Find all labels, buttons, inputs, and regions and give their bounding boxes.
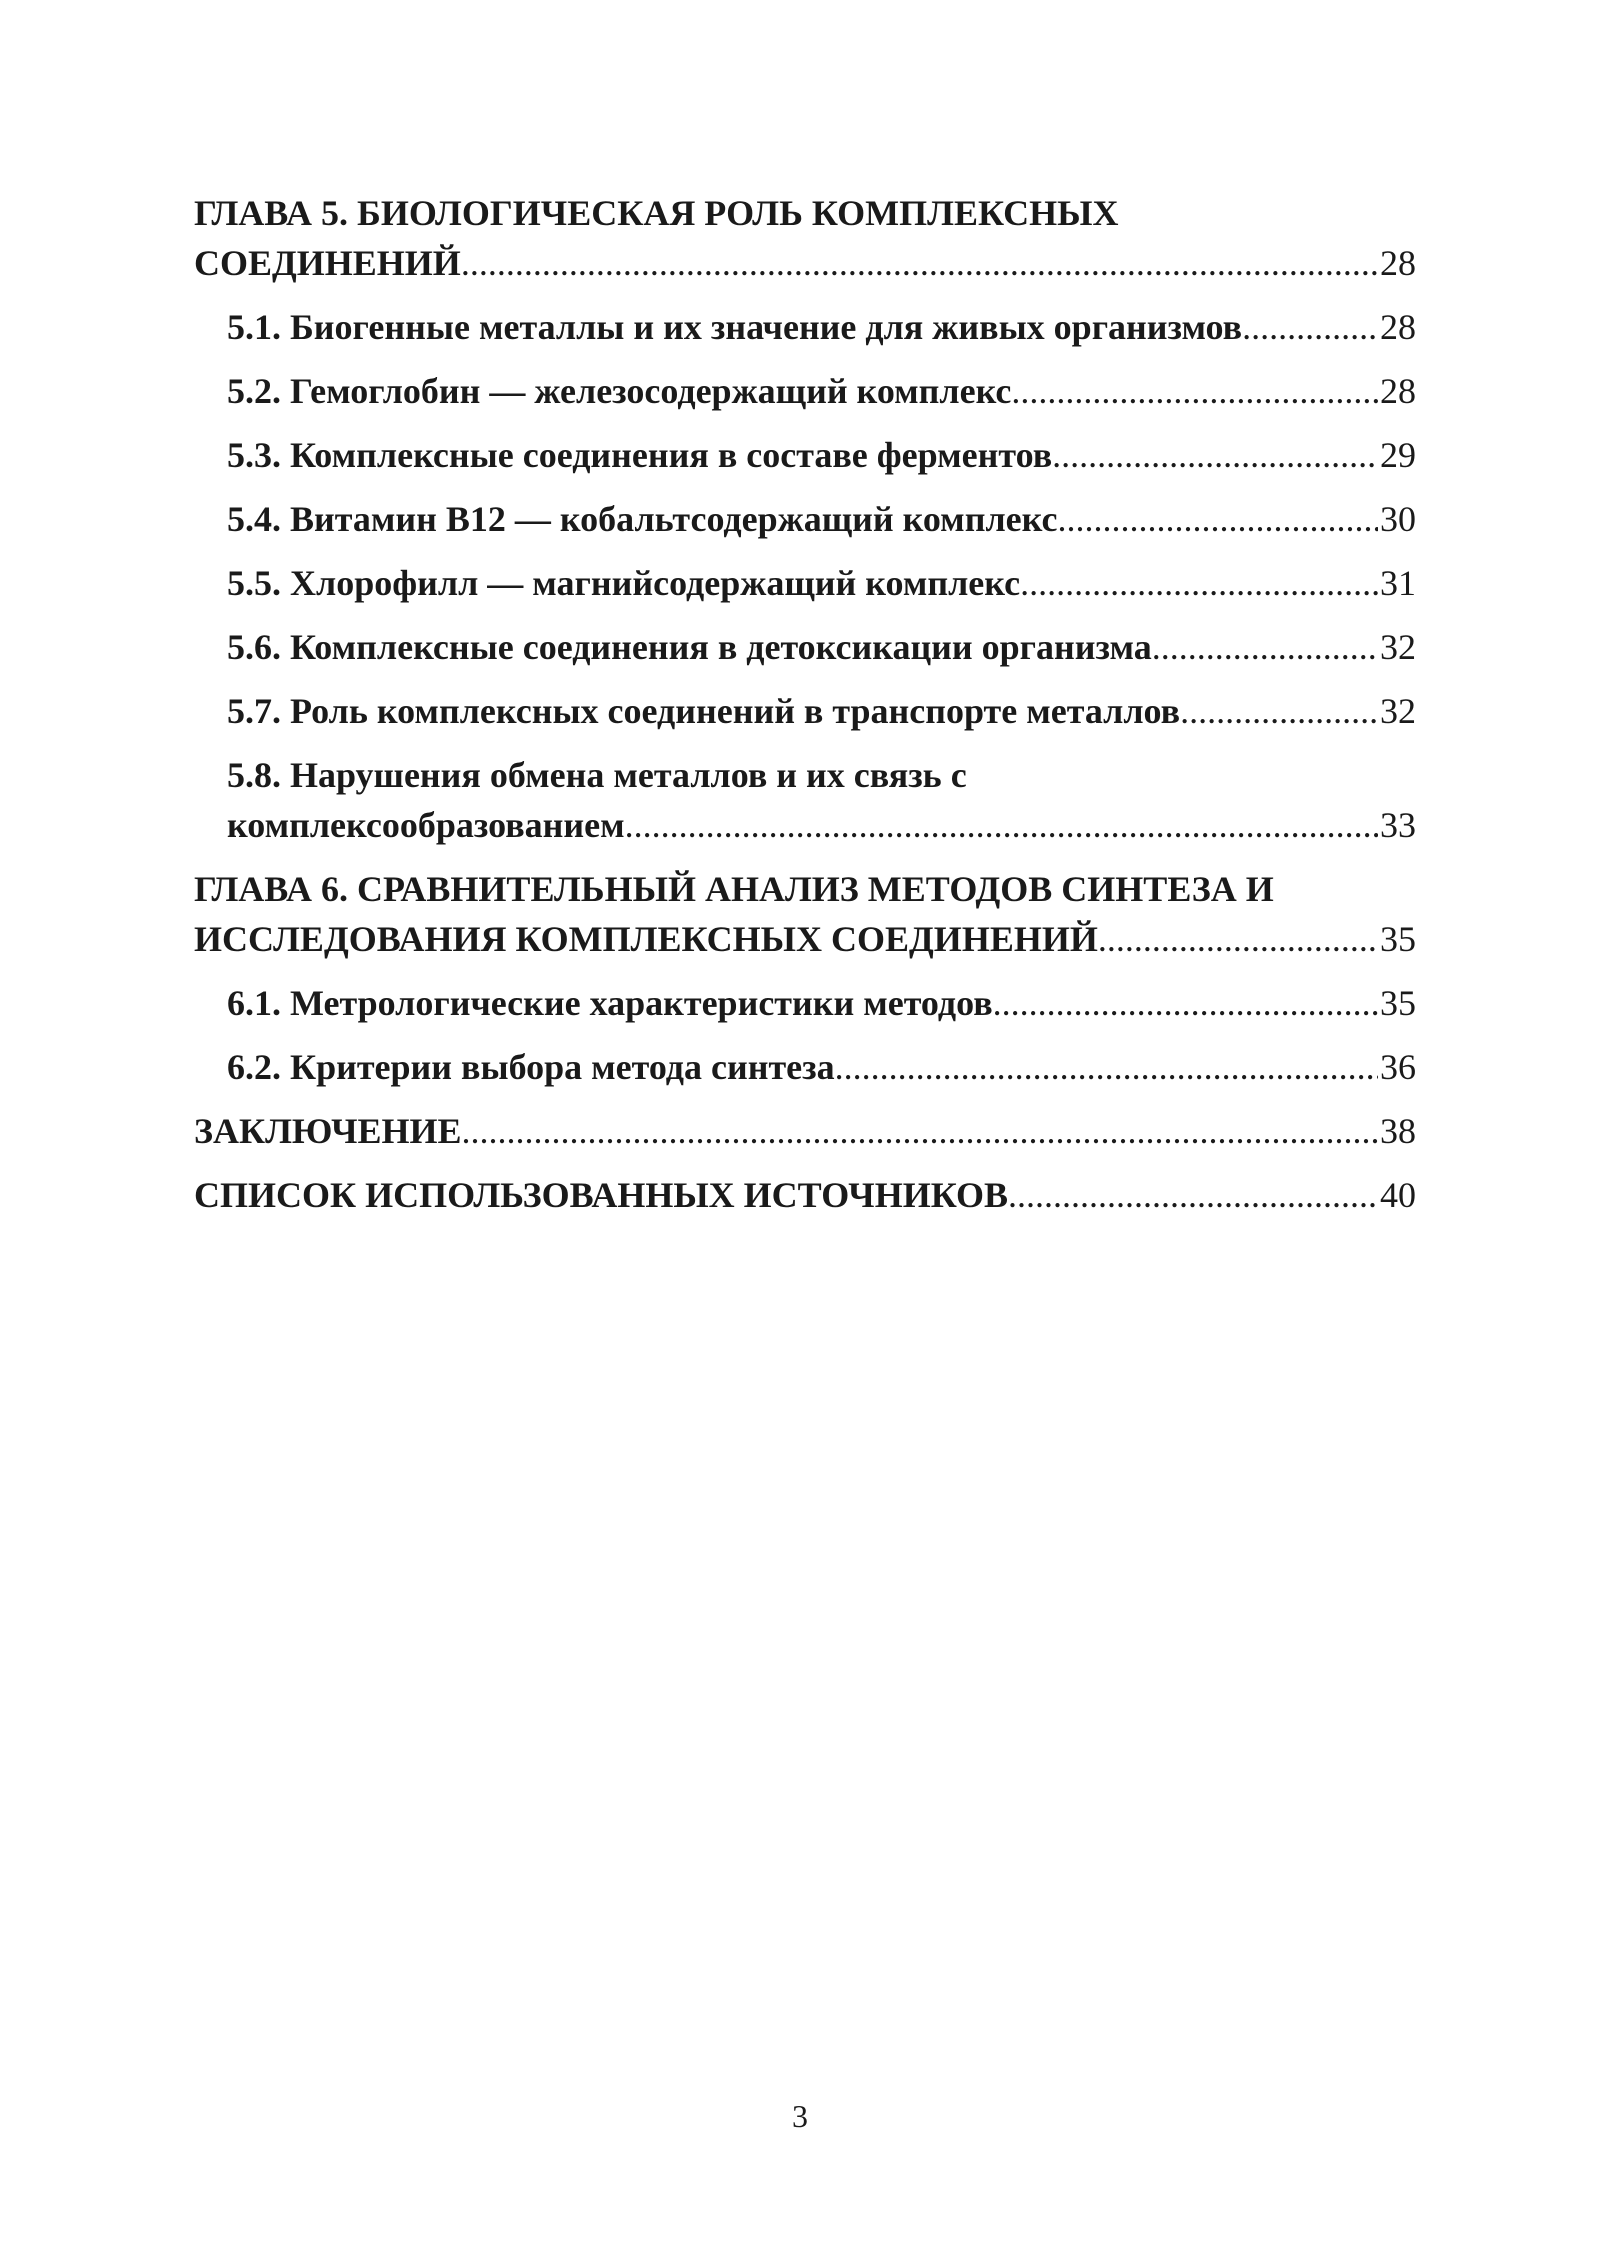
toc-conclusion-title: ЗАКЛЮЧЕНИЕ xyxy=(194,1111,462,1151)
toc-section-5-8[interactable] xyxy=(194,750,1416,850)
toc-section-title: 5.7. Роль комплексных соединений в транспорте металлов xyxy=(227,691,1181,731)
toc-page-number: 32 xyxy=(1380,627,1416,667)
toc-chapter-5[interactable] xyxy=(194,188,1416,288)
toc-chapter-6-title-line1: ГЛАВА 6. СРАВНИТЕЛЬНЫЙ АНАЛИЗ МЕТОДОВ СИНТЕЗА И xyxy=(194,869,1274,909)
dot-leader xyxy=(1020,558,1378,608)
dot-leader xyxy=(461,238,1378,288)
toc-section-5-4[interactable] xyxy=(194,494,1416,544)
toc-section-title: 5.5. Хлорофилл — магнийсодержащий комплекс xyxy=(227,563,1021,603)
toc-page-number: 29 xyxy=(1380,435,1416,475)
toc-page-number: 38 xyxy=(1380,1111,1416,1151)
toc-page-number: 28 xyxy=(1380,243,1416,283)
toc-section-5-1[interactable] xyxy=(194,302,1416,352)
dot-leader xyxy=(835,1042,1378,1092)
toc-page-number: 28 xyxy=(1380,371,1416,411)
toc-page-number: 40 xyxy=(1380,1175,1416,1215)
toc-section-title: 5.4. Витамин B12 — кобальтсодержащий комплекс xyxy=(227,499,1058,539)
toc-section-5-2[interactable] xyxy=(194,366,1416,416)
toc-chapter-5-leader xyxy=(194,238,1416,288)
toc-section-5-5[interactable] xyxy=(194,558,1416,608)
toc-conclusion[interactable] xyxy=(194,1106,1416,1156)
toc-page-number: 35 xyxy=(1380,919,1416,959)
toc-section-title: 6.2. Критерии выбора метода синтеза xyxy=(227,1047,835,1087)
toc-section-title: 5.3. Комплексные соединения в составе ферментов xyxy=(227,435,1053,475)
toc-sources[interactable] xyxy=(194,1170,1416,1220)
table-of-contents xyxy=(194,188,1416,1234)
page-number: 3 xyxy=(792,2098,808,2134)
toc-section-6-2[interactable] xyxy=(194,1042,1416,1092)
toc-section-title: 5.6. Комплексные соединения в детоксикации организма xyxy=(227,627,1152,667)
dot-leader xyxy=(1011,366,1378,416)
toc-chapter-5-title-line1: ГЛАВА 5. БИОЛОГИЧЕСКАЯ РОЛЬ КОМПЛЕКСНЫХ xyxy=(194,193,1119,233)
toc-section-title: 5.1. Биогенные металлы и их значение для живых организмов xyxy=(227,307,1243,347)
dot-leader xyxy=(1052,430,1378,480)
toc-page-number: 35 xyxy=(1380,983,1416,1023)
dot-leader xyxy=(1008,1170,1378,1220)
toc-section-title: 6.1. Метрологические характеристики методов xyxy=(227,983,993,1023)
dot-leader xyxy=(993,978,1378,1028)
toc-sources-title: СПИСОК ИСПОЛЬЗОВАННЫХ ИСТОЧНИКОВ xyxy=(194,1175,1008,1215)
dot-leader xyxy=(462,1106,1378,1156)
dot-leader xyxy=(625,800,1378,850)
dot-leader xyxy=(1242,302,1378,352)
toc-chapter-6-title-line2: ИССЛЕДОВАНИЯ КОМПЛЕКСНЫХ СОЕДИНЕНИЙ xyxy=(194,919,1098,959)
dot-leader xyxy=(1057,494,1378,544)
toc-chapter-5-title-line2: СОЕДИНЕНИЙ xyxy=(194,243,461,283)
toc-page-number: 30 xyxy=(1380,499,1416,539)
toc-section-5-8-title-line1: 5.8. Нарушения обмена металлов и их связь с xyxy=(227,755,967,795)
toc-section-6-1[interactable] xyxy=(194,978,1416,1028)
dot-leader xyxy=(1180,686,1378,736)
toc-section-title: 5.2. Гемоглобин — железосодержащий комплекс xyxy=(227,371,1012,411)
dot-leader xyxy=(1098,914,1378,964)
toc-section-5-3[interactable] xyxy=(194,430,1416,480)
dot-leader xyxy=(1152,622,1378,672)
toc-page-number: 31 xyxy=(1380,563,1416,603)
toc-section-5-7[interactable] xyxy=(194,686,1416,736)
toc-section-5-8-title-line2: комплексообразованием xyxy=(227,805,625,845)
toc-page-number: 36 xyxy=(1380,1047,1416,1087)
toc-page-number: 28 xyxy=(1380,307,1416,347)
toc-page-number: 33 xyxy=(1380,805,1416,845)
toc-section-5-6[interactable] xyxy=(194,622,1416,672)
toc-page-number: 32 xyxy=(1380,691,1416,731)
toc-chapter-6[interactable] xyxy=(194,864,1416,964)
